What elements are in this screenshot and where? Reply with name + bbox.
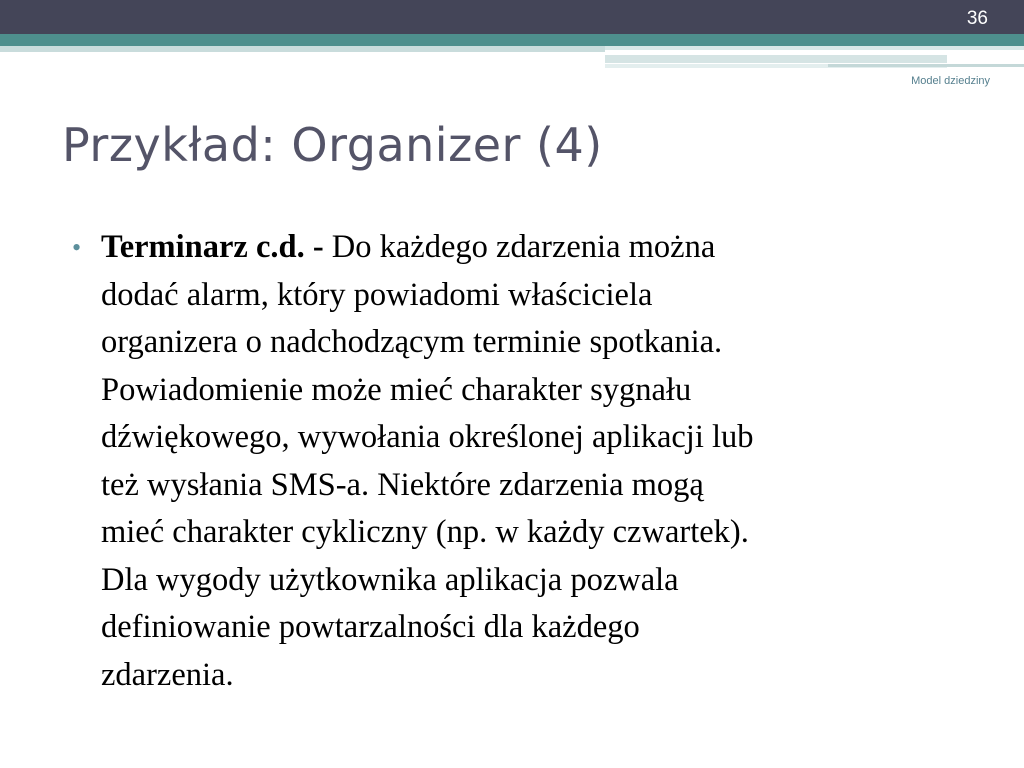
bullet-text bbox=[101, 224, 971, 699]
slide-number: 36 bbox=[966, 8, 988, 29]
decorative-line bbox=[828, 64, 1024, 67]
decorative-line bbox=[605, 46, 1024, 50]
bullet-line: też wysłania SMS-a. Niektóre zdarzenia mogą bbox=[101, 466, 704, 503]
bullet-line: mieć charakter cykliczny (np. w każdy czwartek). bbox=[101, 514, 749, 550]
section-label: Model dziedziny bbox=[911, 75, 990, 87]
bullet-line: zdarzenia. bbox=[101, 656, 234, 693]
decorative-line bbox=[0, 46, 605, 52]
bullet-line: dźwiękowego, wywołania określonej aplikacji lub bbox=[101, 419, 754, 455]
header-band bbox=[0, 0, 1024, 34]
slide-content bbox=[72, 224, 972, 699]
bullet-line: organizera o nadchodzącym terminie spotkania. bbox=[101, 324, 723, 360]
slide-title: Przykład: Organizer (4) bbox=[62, 118, 603, 172]
header-accent-stripe bbox=[0, 34, 1024, 46]
bullet-dot-icon: • bbox=[72, 233, 82, 262]
decorative-line bbox=[605, 55, 947, 63]
bullet-bold-term: Terminarz c.d. - bbox=[101, 229, 324, 265]
bullet-line bbox=[101, 224, 971, 272]
bullet-line: definiowanie powtarzalności dla każdego bbox=[101, 609, 640, 645]
bullet-item bbox=[72, 224, 972, 699]
bullet-line: dodać alarm, który powiadomi właściciela bbox=[101, 276, 653, 313]
bullet-line: Dla wygody użytkownika aplikacja pozwala bbox=[101, 561, 679, 598]
bullet-line: Powiadomienie może mieć charakter sygnału bbox=[101, 371, 692, 408]
bullet-line-text: Do każdego zdarzenia można bbox=[323, 229, 716, 265]
